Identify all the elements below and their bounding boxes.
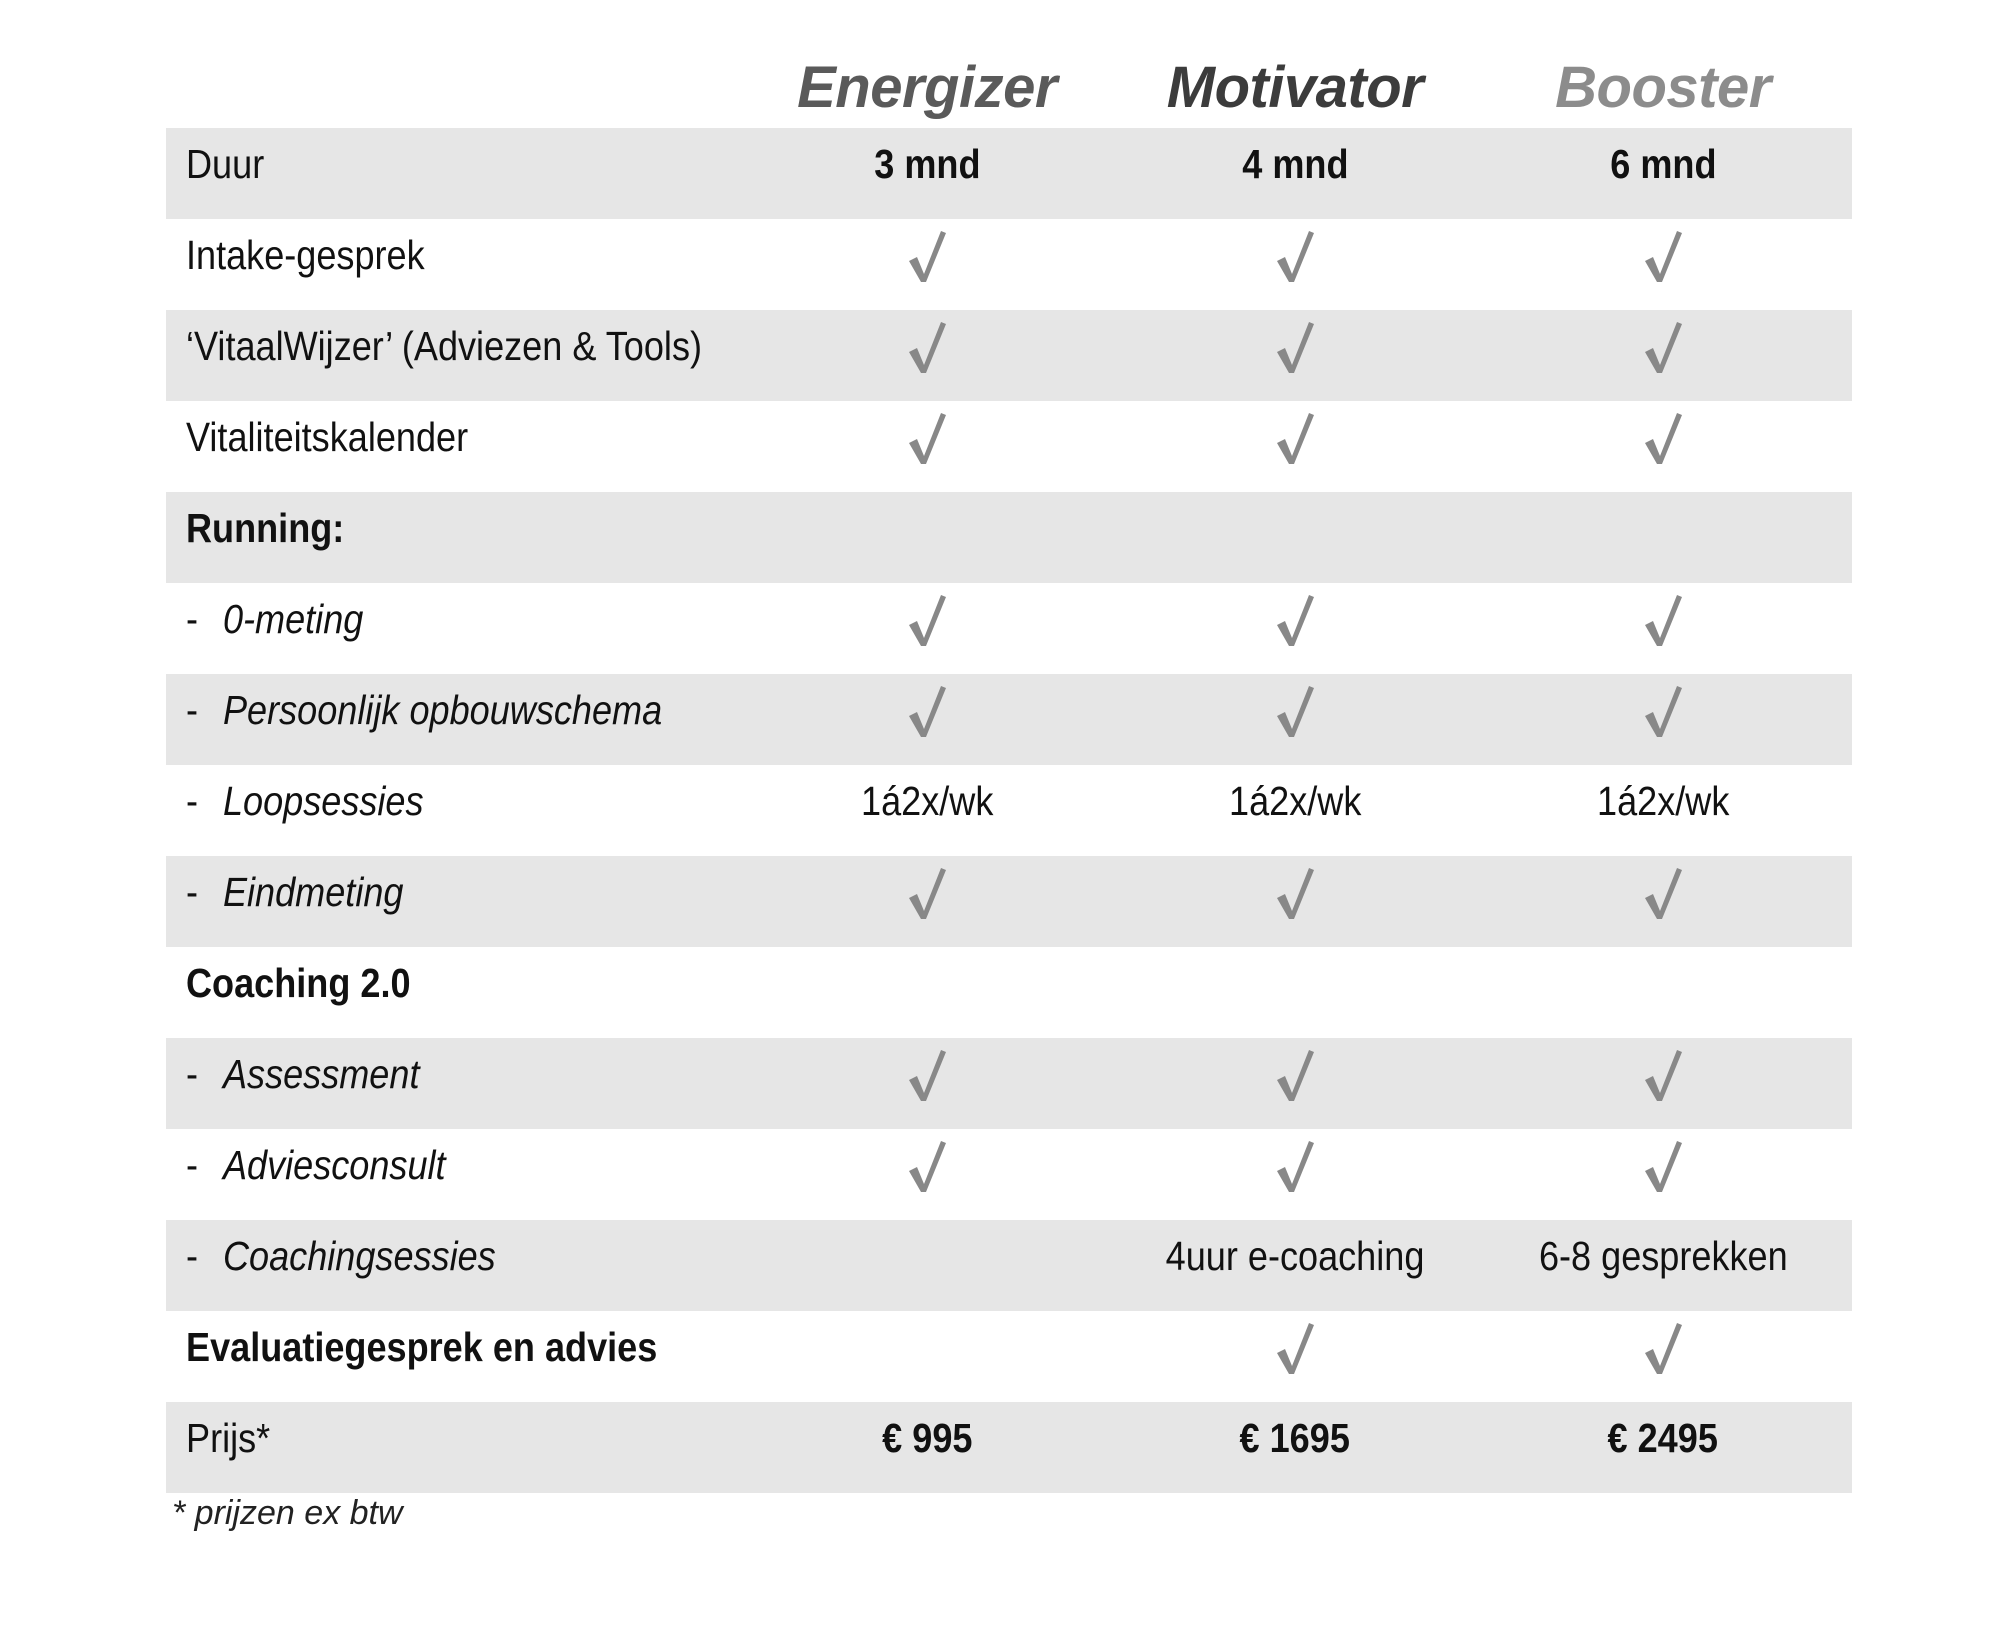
checkmark-icon (1110, 864, 1480, 944)
row-label: Duur (186, 141, 265, 187)
cell-energizer (742, 128, 1112, 200)
row-label-text: 0-meting (222, 596, 364, 642)
checkmark-icon (1478, 409, 1848, 489)
row-label: Vitaliteitskalender (186, 414, 469, 460)
checkmark-icon (1478, 1319, 1848, 1399)
cell-energizer (742, 1402, 1112, 1474)
cell-motivator (1110, 1402, 1480, 1474)
row-label (186, 1038, 419, 1110)
plan-title-motivator: Motivator (1166, 55, 1424, 120)
checkmark-icon (1110, 682, 1480, 762)
row-label (186, 1129, 446, 1201)
table-row (166, 583, 1852, 674)
checkmark-icon (1110, 1046, 1480, 1126)
table-row (166, 1402, 1852, 1493)
table-row (166, 856, 1852, 947)
cell-booster (1478, 1220, 1848, 1292)
cell-motivator (1110, 1220, 1480, 1292)
sub-item-dash: - (186, 869, 199, 915)
footnote: * prijzen ex btw (172, 1494, 403, 1532)
row-label: Intake-gesprek (186, 232, 425, 278)
row-label: Coaching 2.0 (186, 960, 411, 1006)
row-label: Running: (186, 505, 345, 551)
plan-title-booster: Booster (1555, 55, 1771, 120)
plan-header-row (0, 48, 2000, 128)
table-row (166, 1220, 1852, 1311)
cell-value: 1á2x/wk (1596, 778, 1730, 824)
checkmark-icon (742, 682, 1112, 762)
checkmark-icon (742, 227, 1112, 307)
cell-value: € 2495 (1607, 1415, 1719, 1461)
row-label: Evaluatiegesprek en advies (186, 1324, 658, 1370)
checkmark-icon (1478, 591, 1848, 671)
sub-item-dash: - (186, 778, 199, 824)
row-label: ‘VitaalWijzer’ (Adviezen & Tools) (186, 323, 703, 369)
sub-item-dash: - (186, 1233, 199, 1279)
checkmark-icon (1478, 227, 1848, 307)
checkmark-icon (742, 318, 1112, 398)
cell-energizer (742, 765, 1112, 837)
row-label (186, 1220, 496, 1292)
plan-title-energizer: Energizer (797, 55, 1057, 120)
checkmark-icon (1478, 1046, 1848, 1126)
table-row (166, 219, 1852, 310)
table-row (166, 765, 1852, 856)
checkmark-icon (742, 1046, 1112, 1126)
checkmark-icon (742, 864, 1112, 944)
table-row (166, 674, 1852, 765)
table-row (166, 492, 1852, 583)
table-row (166, 128, 1852, 219)
comparison-table (166, 128, 1852, 1493)
cell-booster (1478, 128, 1848, 200)
cell-value: 3 mnd (873, 141, 981, 187)
row-label (186, 583, 363, 655)
cell-booster (1478, 1402, 1848, 1474)
row-label-text: Adviesconsult (222, 1142, 446, 1188)
cell-value: € 1695 (1239, 1415, 1351, 1461)
checkmark-icon (1478, 682, 1848, 762)
cell-booster (1478, 765, 1848, 837)
cell-value: 1á2x/wk (1228, 778, 1362, 824)
cell-value: 1á2x/wk (860, 778, 994, 824)
table-row (166, 1311, 1852, 1402)
cell-value: 4uur e-coaching (1165, 1233, 1425, 1279)
table-row (166, 401, 1852, 492)
cell-value: 6 mnd (1609, 141, 1717, 187)
row-label-text: Assessment (222, 1051, 420, 1097)
cell-value: € 995 (881, 1415, 973, 1461)
row-label (186, 856, 403, 928)
checkmark-icon (742, 409, 1112, 489)
checkmark-icon (1478, 318, 1848, 398)
row-label (186, 674, 662, 746)
cell-motivator (1110, 128, 1480, 200)
row-label (186, 765, 424, 837)
sub-item-dash: - (186, 1142, 199, 1188)
checkmark-icon (1110, 1137, 1480, 1217)
checkmark-icon (1110, 591, 1480, 671)
checkmark-icon (1478, 864, 1848, 944)
checkmark-icon (1110, 1319, 1480, 1399)
checkmark-icon (1110, 227, 1480, 307)
sub-item-dash: - (186, 687, 199, 733)
checkmark-icon (742, 1137, 1112, 1217)
checkmark-icon (1110, 318, 1480, 398)
checkmark-icon (1110, 409, 1480, 489)
row-label: Prijs* (186, 1415, 271, 1461)
checkmark-icon (742, 591, 1112, 671)
sub-item-dash: - (186, 1051, 199, 1097)
checkmark-icon (1478, 1137, 1848, 1217)
cell-motivator (1110, 765, 1480, 837)
row-label-text: Persoonlijk opbouwschema (222, 687, 663, 733)
table-row (166, 947, 1852, 1038)
sub-item-dash: - (186, 596, 199, 642)
cell-value: 4 mnd (1241, 141, 1349, 187)
row-label-text: Eindmeting (222, 869, 404, 915)
row-label-text: Loopsessies (222, 778, 424, 824)
table-row (166, 1038, 1852, 1129)
row-label-text: Coachingsessies (222, 1233, 496, 1279)
table-row (166, 1129, 1852, 1220)
table-row (166, 310, 1852, 401)
cell-value: 6-8 gesprekken (1538, 1233, 1788, 1279)
